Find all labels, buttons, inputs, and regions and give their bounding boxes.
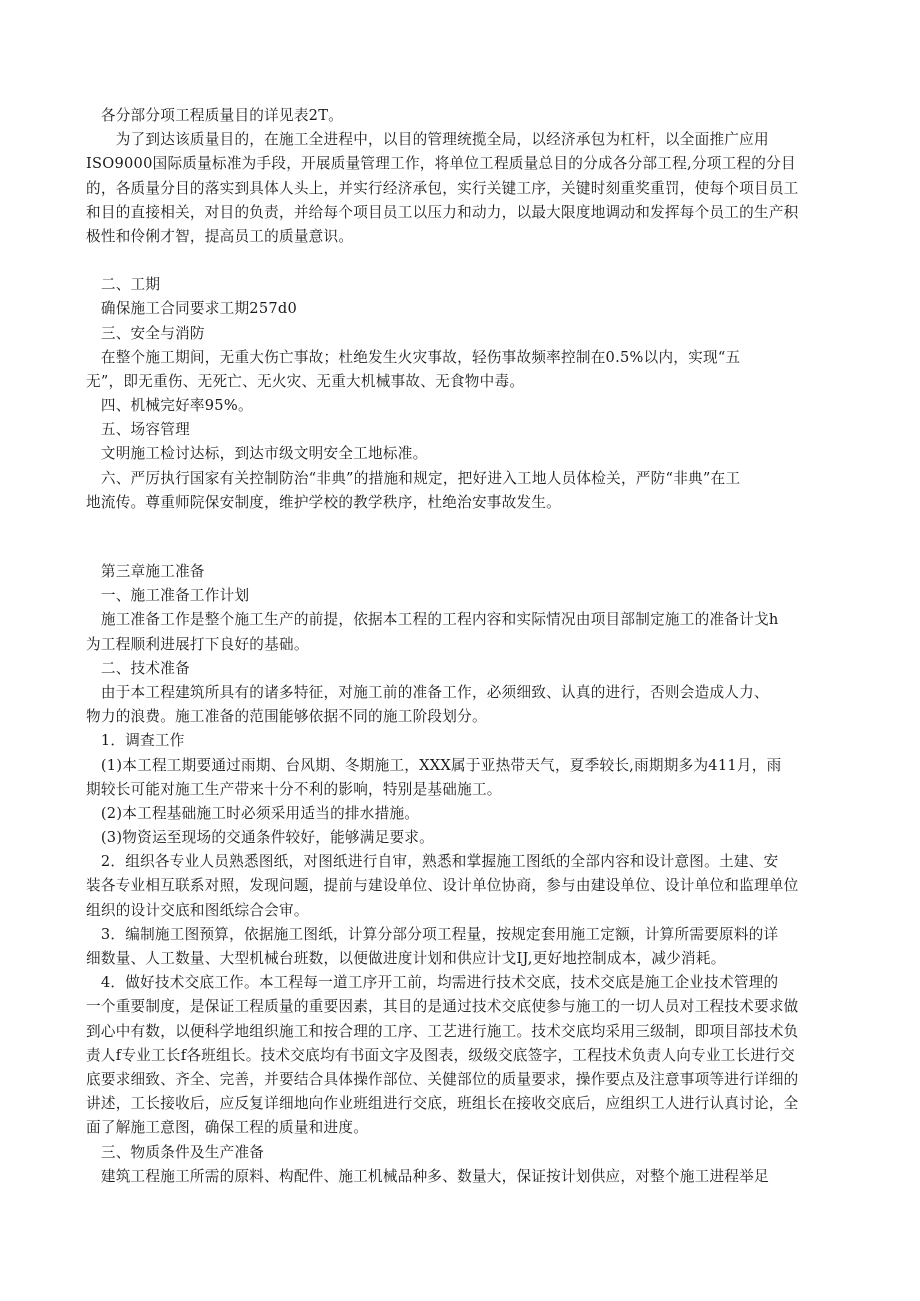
spacer bbox=[86, 249, 866, 273]
text-line: (3)物资运至现场的交通条件较好，能够满足要求。 bbox=[86, 829, 434, 847]
section-heading: 六、严厉执行国家有关控制防治“非典”的措施和规定，把好进入工地人员体检关，严防“非典”在工 bbox=[86, 469, 741, 487]
section-heading: 一、施工准备工作计划 bbox=[86, 587, 250, 605]
document-page bbox=[86, 104, 866, 1189]
text-line: 讲述，工长接收后，应反复详细地向作业班组进行交底，班组长在接收交底后，应组织工人进行认真讨论，全 bbox=[86, 1095, 799, 1113]
text-line: 确保施工合同要求工期257d0 bbox=[86, 300, 298, 318]
text-line: 文明施工检讨达标，到达市级文明安全工地标准。 bbox=[86, 445, 428, 463]
text-line: 期较长可能对施工生产带来十分不利的影响，特别是基础施工。 bbox=[86, 780, 502, 798]
text-line: 4．做好技术交底工作。本工程每一道工序开工前，均需进行技术交底，技术交底是施工企业技术管理的 bbox=[86, 974, 779, 992]
text-line: 施工准备工作是整个施工生产的前提，依据本工程的工程内容和实际情况由项目部制定施工的准备计戈h bbox=[86, 611, 779, 629]
text-line: 和目的直接相关，对目的负责，并给每个项目员工以压力和动力，以最大限度地调动和发挥每个员工的生产积 bbox=[86, 203, 799, 221]
text-line: 2．组织各专业人员熟悉图纸，对图纸进行自审，熟悉和掌握施工图纸的全部内容和设计意图。土建、安 bbox=[86, 853, 779, 871]
chapter-heading: 第三章施工准备 bbox=[86, 563, 205, 580]
subsection-heading: 1．调查工作 bbox=[86, 732, 185, 750]
section-heading: 四、机械完好率95%。 bbox=[86, 397, 253, 415]
text-line: (2)本工程基础施工时必须采用适当的排水措施。 bbox=[86, 804, 420, 822]
text-line: ISO9000国际质量标准为手段，开展质量管理工作，将单位工程质量总目的分成各分部工程,分项工程的分目 bbox=[86, 155, 796, 173]
text-line: 底要求细致、齐全、完善，并要结合具体操作部位、关健部位的质量要求，操作要点及注意事项等进行详细的 bbox=[86, 1070, 799, 1088]
section-heading: 三、物质条件及生产准备 bbox=[86, 1143, 265, 1161]
text-line: 物力的浪费。施工准备的范围能够依据不同的施工阶段划分。 bbox=[86, 708, 487, 726]
text-line: 地流传。尊重师院保安制度，维护学校的教学秩序，杜绝治安事故发生。 bbox=[86, 493, 562, 511]
text-line: 为工程顺利进展打下良好的基础。 bbox=[86, 635, 309, 653]
text-line: 到心中有数，以便科学地组织施工和按合理的工序、工艺进行施工。技术交底均采用三级制，即项目部技术负 bbox=[86, 1022, 799, 1040]
text-line: 由于本工程建筑所具有的诸多特征，对施工前的准备工作，必须细致、认真的进行，否则会造成人力、 bbox=[86, 683, 769, 701]
text-line: (1)本工程工期要通过雨期、台风期、冬期施工，XXX属于亚热带天气，夏季较长,雨期期多为411月，雨 bbox=[86, 756, 782, 774]
text-line: 一个重要制度，是保证工程质量的重要因素，其目的是通过技术交底使参与施工的一切人员对工程技术要求做 bbox=[86, 998, 799, 1016]
section-heading: 五、场容管理 bbox=[86, 421, 190, 439]
text-line: 极性和伶俐才智，提高员工的质量意识。 bbox=[86, 227, 354, 245]
section-heading: 二、工期 bbox=[86, 276, 161, 294]
text-line: 面了解施工意图，确保工程的质量和进度。 bbox=[86, 1119, 369, 1137]
section-heading: 二、技术准备 bbox=[86, 659, 190, 677]
text-line: 为了到达该质量目的，在施工全进程中，以目的管理统揽全局，以经济承包为杠杆，以全面推广应用 bbox=[86, 131, 769, 149]
text-line: 建筑工程施工所需的原料、构配件、施工机械品种多、数量大，保证按计划供应，对整个施工进程举足 bbox=[86, 1167, 769, 1185]
text-line: 无”，即无重伤、无死亡、无火灾、无重大机械事故、无食物中毒。 bbox=[86, 372, 525, 390]
spacer bbox=[86, 515, 866, 560]
text-line: 的，各质量分目的落实到具体人头上，并实行经济承包，实行关键工序，关键时刻重奖重罚，使每个项目员工 bbox=[86, 179, 799, 197]
text-line: 装各专业相互联系对照，发现问题，提前与建设单位、设计单位协商，参与由建设单位、设计单位和监理单位 bbox=[86, 877, 799, 895]
text-line: 责人f专业工长f各班组长。技术交底均有书面文字及图表，级级交底签字，工程技术负责人向专业工长进行交 bbox=[86, 1046, 795, 1064]
text-line: 细数量、人工数量、大型机械台班数，以便做进度计划和供应计戈IJ,更好地控制成本，减少消耗。 bbox=[86, 950, 726, 967]
text-line: 组织的设计交底和图纸综合会审。 bbox=[86, 901, 309, 919]
section-heading: 三、安全与消防 bbox=[86, 324, 205, 342]
text-line: 3．编制施工图预算，依据施工图纸，计算分部分项工程量，按规定套用施工定额，计算所需要原料的详 bbox=[86, 925, 779, 943]
text-line: 在整个施工期间，无重大伤亡事故；杜绝发生火灾事故，轻伤事故频率控制在0.5%以内，实现“五 bbox=[86, 348, 741, 366]
text-line: 各分部分项工程质量目的详见表2T。 bbox=[86, 107, 344, 124]
